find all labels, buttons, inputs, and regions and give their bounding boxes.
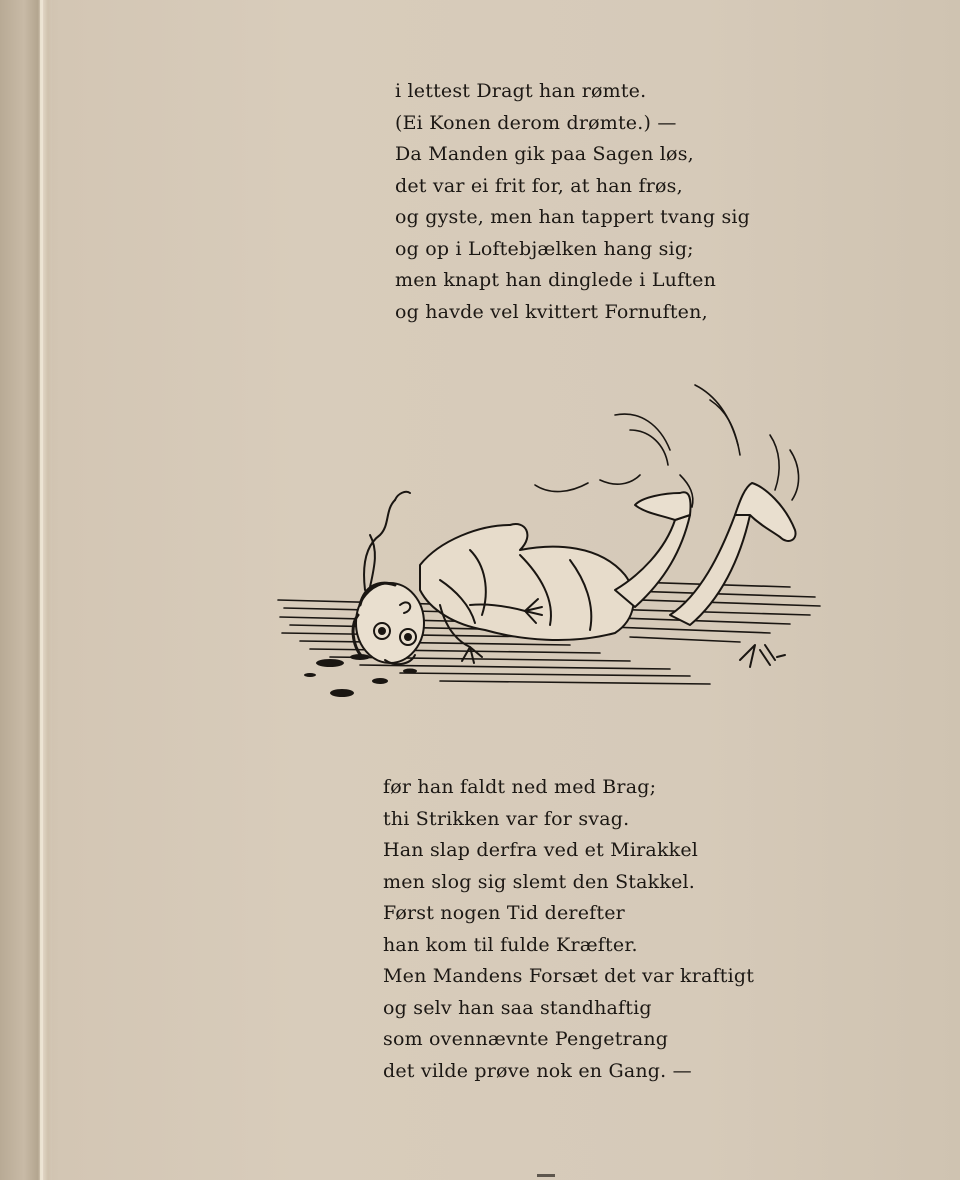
figure-feet <box>635 483 796 541</box>
verse-line: og selv han saa standhaftig <box>383 996 652 1019</box>
verse-bottom <box>383 772 754 1087</box>
verse-line: før han faldt ned med Brag; <box>383 776 657 798</box>
verse-line: som ovennævnte Pengetrang <box>383 1028 669 1050</box>
verse-line: det var ei frit for, at han frøs, <box>395 174 683 197</box>
verse-line: men knapt han dinglede i Luften <box>395 269 717 291</box>
verse-line: Først nogen Tid derefter <box>383 902 625 924</box>
artist-monogram-icon <box>740 645 785 667</box>
verse-line: og havde vel kvittert Fornuften, <box>395 300 708 323</box>
page-number-fragment <box>537 1168 561 1180</box>
verse-line: Han slap derfra ved et Mirakkel <box>383 839 699 861</box>
book-gutter <box>0 0 52 1180</box>
verse-line: og op i Loftebjælken hang sig; <box>395 237 694 260</box>
verse-line: men slog sig slemt den Stakkel. <box>383 870 696 893</box>
gutter-edge-line <box>40 0 43 1180</box>
verse-line: Men Mandens Forsæt det var kraftigt <box>383 965 755 987</box>
verse-line: (Ei Konen derom drømte.) — <box>395 111 677 134</box>
figure-head <box>353 583 424 664</box>
figure-body <box>420 524 634 640</box>
verse-line: thi Strikken var for svag. <box>383 807 630 830</box>
verse-line: og gyste, men han tappert tvang sig <box>395 206 751 228</box>
verse-line: i lettest Dragt han rømte. <box>395 80 647 102</box>
verse-line: han kom til fulde Kræfter. <box>383 933 638 956</box>
verse-top <box>395 76 750 328</box>
nightcap <box>364 492 410 590</box>
figure-legs <box>615 515 750 625</box>
verse-line: Da Manden gik paa Sagen løs, <box>395 143 694 165</box>
fallen-man-illustration-icon <box>270 375 830 710</box>
verse-line: det vilde prøve nok en Gang. — <box>383 1059 692 1082</box>
